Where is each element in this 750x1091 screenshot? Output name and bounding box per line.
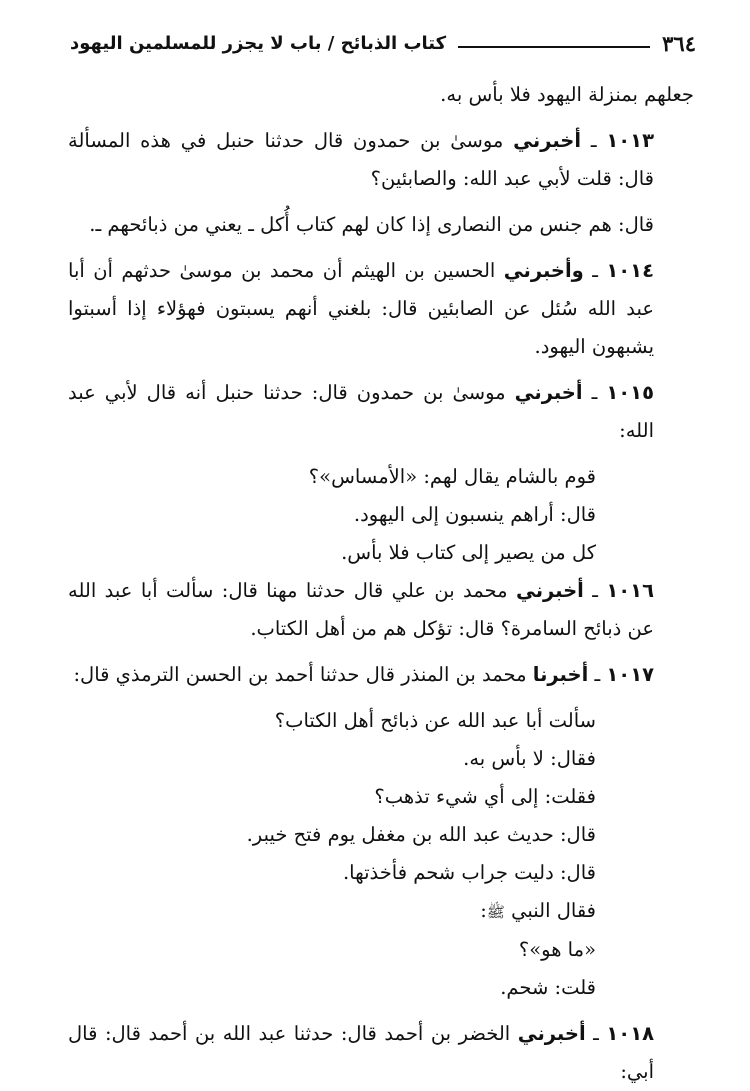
page-body <box>68 76 694 1091</box>
narration-lead: أخبرنا <box>532 663 589 686</box>
dialogue-line: قال: دليت جراب شحم فأخذتها. <box>342 861 596 884</box>
report-1018: ١٠١٨ ـ أخبرني الخضر بن أحمد قال: حدثنا عبد الله بن أحمد قال: قال أبي: <box>68 1022 654 1083</box>
dialogue-line: قال: حديث عبد الله بن مغفل يوم فتح خيبر. <box>246 823 596 846</box>
continuation-line: جعلهم بمنزلة اليهود فلا بأس به. <box>440 83 694 106</box>
answer-line: قال: هم جنس من النصارى إذا كان لهم كتاب أُكل ـ يعني من ذبائحهم ـ. <box>89 213 654 236</box>
report-1013: ١٠١٣ ـ أخبرني موسىٰ بن حمدون قال حدثنا حنبل في هذه المسألة قال: قلت لأبي عبد الله: والصابئين؟ <box>68 129 654 190</box>
dialogue-line: سألت أبا عبد الله عن ذبائح أهل الكتاب؟ <box>274 709 596 732</box>
dialogue-line: قلت: شحم. <box>500 976 596 999</box>
narration-lead: أخبرني <box>517 1022 586 1045</box>
report-number: ١٠١٨ <box>606 1022 654 1045</box>
page-number: ٣٦٤ <box>662 30 696 56</box>
chapter-title: كتاب الذبائح / باب لا يجزر للمسلمين اليهود <box>70 32 447 54</box>
report-1014: ١٠١٤ ـ وأخبرني الحسين بن الهيثم أن محمد بن موسىٰ حدثهم أن أبا عبد الله سُئل عن الصابئين قال: بلغني أنهم يسبتون فهؤلاء إذا أسبتوا يشبهون اليهود. <box>68 259 654 358</box>
dialogue-line: قال: أراهم ينسبون إلى اليهود. <box>353 503 596 526</box>
dialogue-line: فقال النبي ﷺ: <box>480 899 596 922</box>
report-number: ١٠١٥ <box>606 381 654 404</box>
dialogue-line: فقلت: إلى أي شيء تذهب؟ <box>374 785 596 808</box>
narration-lead: أخبرني <box>515 579 584 602</box>
report-number: ١٠١٤ <box>606 259 654 282</box>
running-header <box>70 28 696 58</box>
dialogue-line: فقال: لا بأس به. <box>463 747 596 770</box>
narration-lead: وأخبرني <box>503 259 584 282</box>
report-number: ١٠١٦ <box>606 579 654 602</box>
dialogue-line: «ما هو»؟ <box>518 938 596 961</box>
dialogue-line: كل من يصير إلى كتاب فلا بأس. <box>341 541 596 564</box>
report-1016: ١٠١٦ ـ أخبرني محمد بن علي قال حدثنا مهنا قال: سألت أبا عبد الله عن ذبائح السامرة؟ قال: تؤكل هم من أهل الكتاب. <box>68 579 654 640</box>
honorific-glyph: ﷺ <box>486 903 505 921</box>
report-number: ١٠١٣ <box>606 129 654 152</box>
narration-lead: أخبرني <box>513 129 582 152</box>
header-rule <box>458 46 650 48</box>
dialogue-line: قوم بالشام يقال لهم: «الأمساس»؟ <box>308 465 596 488</box>
report-1017: ١٠١٧ ـ أخبرنا محمد بن المنذر قال حدثنا أحمد بن الحسن الترمذي قال: <box>73 663 654 686</box>
report-1015: ١٠١٥ ـ أخبرني موسىٰ بن حمدون قال: حدثنا حنبل أنه قال لأبي عبد الله: <box>68 381 654 442</box>
report-number: ١٠١٧ <box>606 663 654 686</box>
narration-lead: أخبرني <box>514 381 583 404</box>
